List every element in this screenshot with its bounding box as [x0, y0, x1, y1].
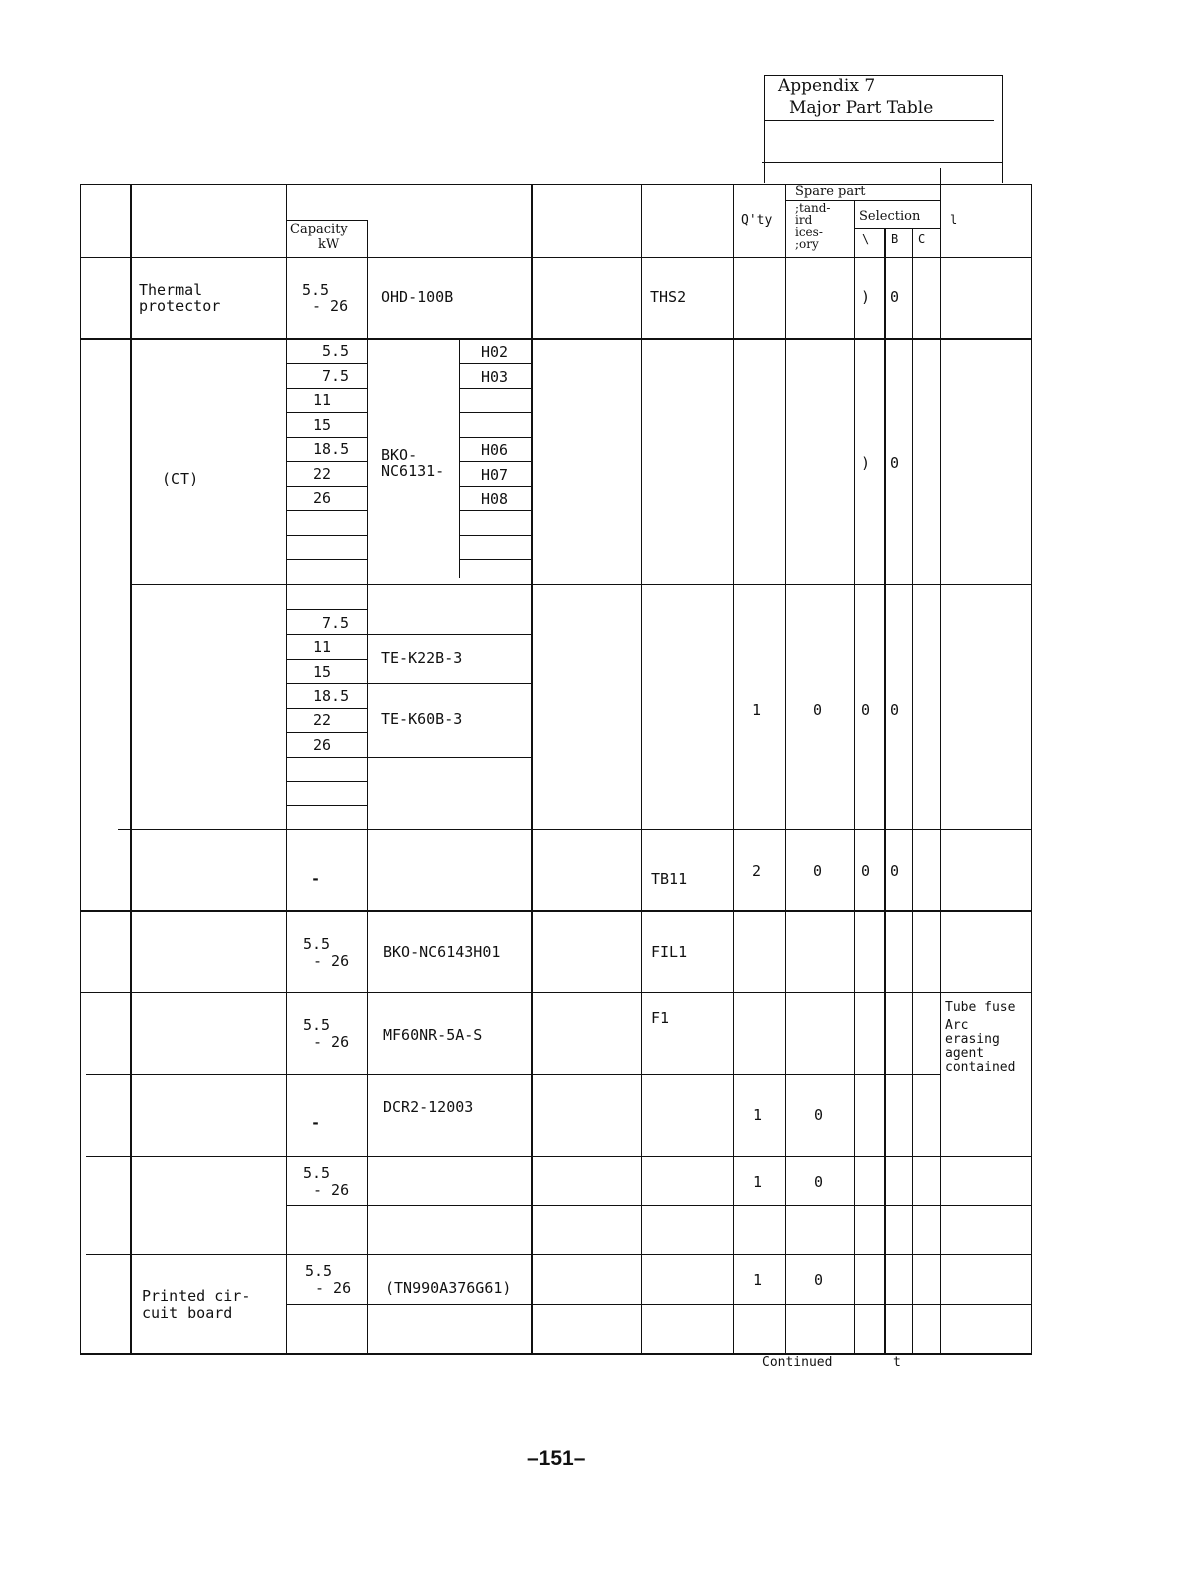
- ct-cap-line: [286, 535, 367, 536]
- ct-capacity: 26: [313, 489, 332, 507]
- qty-header: Q'ty: [741, 213, 773, 228]
- pcb-capacity-1: 5.5: [305, 1262, 333, 1280]
- te-cap-line: [286, 805, 367, 806]
- unk-capacity-1: 5.5: [303, 1164, 331, 1182]
- row-divider: [130, 584, 1032, 585]
- thermal-symbol: THS2: [650, 288, 687, 306]
- te-cap-line: [286, 781, 367, 782]
- te-capacity: 11: [313, 638, 332, 656]
- thermal-sel-a: ): [861, 288, 871, 306]
- te-cap-line: [286, 757, 367, 758]
- dcr-model: DCR2-12003: [383, 1098, 474, 1116]
- fuse-symbol: F1: [651, 1009, 670, 1027]
- te-capacity: 26: [313, 736, 332, 754]
- ct-suffix: H03: [481, 368, 509, 386]
- col-line-qty: [733, 184, 734, 1354]
- dcr-capacity: -: [311, 1114, 321, 1132]
- te-cap-line: [286, 732, 367, 733]
- fuse-remark: contained: [945, 1060, 1016, 1074]
- appendix-subtitle: Major Part Table: [789, 98, 934, 118]
- ct-capacity: 15: [313, 416, 332, 434]
- fuse-model: MF60NR-5A-S: [383, 1026, 483, 1044]
- ct-name: (CT): [162, 470, 199, 488]
- ct-cap-line: [286, 510, 367, 511]
- col-line-sel-b: [884, 228, 886, 1354]
- ct-cap-line: [286, 559, 367, 560]
- std-acc-4: ;ory: [795, 237, 819, 251]
- std-acc-2: ird: [795, 213, 813, 227]
- ct-suffix-line: [459, 535, 531, 536]
- ct-capacity: 5.5: [322, 342, 350, 360]
- te-cap-line: [286, 659, 367, 660]
- std-acc-1: ;tand-: [795, 201, 831, 215]
- fil-model: BKO-NC6143H01: [383, 943, 501, 961]
- ct-sel-a: ): [861, 454, 871, 472]
- selection-line: [854, 228, 940, 229]
- sub-row-divider: [286, 1304, 1032, 1305]
- tb-capacity: -: [311, 870, 321, 888]
- tb-std: 0: [813, 862, 823, 880]
- te-sel-a: 0: [861, 701, 871, 719]
- te-capacity: 15: [313, 663, 332, 681]
- thermal-name-2: protector: [139, 297, 221, 315]
- te-capacity: 22: [313, 711, 332, 729]
- te-qty: 1: [752, 701, 762, 719]
- spare-part-header: Spare part: [795, 184, 866, 199]
- ct-sel-b: 0: [890, 454, 900, 472]
- te-model-line: [367, 757, 531, 758]
- ct-capacity: 7.5: [322, 367, 350, 385]
- ct-suffix-line: [459, 388, 531, 389]
- col-line-sel-a: [854, 200, 855, 1354]
- pcb-model: (TN990A376G61): [385, 1279, 512, 1297]
- tb-sel-a: 0: [861, 862, 871, 880]
- te-capacity: 7.5: [322, 614, 350, 632]
- table-bottom-border: [80, 1353, 1032, 1355]
- thermal-capacity-1: 5.5: [302, 281, 330, 299]
- te-cap-line: [286, 634, 367, 635]
- appendix-title: Appendix 7: [778, 76, 876, 96]
- row-divider: [86, 1156, 1032, 1157]
- row-divider: [86, 1254, 1032, 1255]
- table-right-border: [1031, 184, 1032, 1354]
- unk-qty: 1: [753, 1173, 763, 1191]
- page-number: –151–: [527, 1447, 586, 1470]
- fil-capacity-1: 5.5: [303, 935, 331, 953]
- row-divider: [80, 910, 1032, 912]
- te-cap-line: [286, 683, 367, 684]
- appendix-rule: [764, 120, 994, 121]
- continued-frag: t: [893, 1355, 901, 1370]
- row-divider: [86, 1074, 941, 1075]
- tb-qty: 2: [752, 862, 762, 880]
- ct-suffix: H06: [481, 441, 509, 459]
- col-line-remarks: [940, 168, 941, 1354]
- appendix-rule-2: [762, 162, 1002, 163]
- te-model-2: TE-K60B-3: [381, 710, 463, 728]
- capacity-unit: kW: [318, 237, 340, 252]
- tb-sel-b: 0: [890, 862, 900, 880]
- capacity-header-top: [286, 220, 367, 221]
- fuse-remark: Arc: [945, 1018, 969, 1033]
- table-left-border: [80, 184, 81, 1354]
- sel-col-a: \: [862, 232, 870, 246]
- thermal-sel-b: 0: [890, 288, 900, 306]
- ct-suffix-line: [459, 559, 531, 560]
- ct-suffix-line: [459, 461, 531, 462]
- ct-suffix-line: [459, 437, 531, 438]
- ct-cap-line: [286, 486, 367, 487]
- row-divider: [80, 338, 1032, 340]
- continued-note: Continued: [762, 1356, 833, 1369]
- col-line-model: [367, 220, 368, 1354]
- ct-capacity: 11: [313, 391, 332, 409]
- fuse-capacity-2: - 26: [313, 1033, 350, 1051]
- dcr-std: 0: [814, 1106, 824, 1124]
- ct-suffix-line: [459, 510, 531, 511]
- header-bottom: [80, 257, 1032, 258]
- thermal-model: OHD-100B: [381, 288, 454, 306]
- fuse-remark: Tube fuse: [945, 1000, 1016, 1015]
- table-top-border: [80, 184, 1032, 185]
- col-line-name: [130, 184, 132, 1354]
- thermal-name-1: Thermal: [139, 281, 203, 299]
- ct-cap-line: [286, 388, 367, 389]
- col-line-sel-c: [912, 228, 913, 1354]
- sel-col-b: B: [891, 232, 899, 246]
- te-cap-line: [286, 708, 367, 709]
- te-sel-b: 0: [890, 701, 900, 719]
- ct-model-1: BKO-: [381, 446, 418, 464]
- pcb-name-2: cuit board: [142, 1304, 233, 1322]
- te-model-line: [367, 683, 531, 684]
- thermal-capacity-2: - 26: [312, 297, 349, 315]
- te-cap-line: [286, 609, 367, 610]
- tb-symbol: TB11: [651, 870, 688, 888]
- ct-suffix-line: [459, 412, 531, 413]
- ct-cap-line: [286, 412, 367, 413]
- col-line-model-right: [531, 184, 533, 1354]
- col-line-symbol: [641, 184, 642, 1354]
- unk-std: 0: [814, 1173, 824, 1191]
- fil-symbol: FIL1: [651, 943, 688, 961]
- fil-capacity-2: - 26: [313, 952, 350, 970]
- pcb-std: 0: [814, 1271, 824, 1289]
- ct-suffix: H07: [481, 466, 509, 484]
- te-model-1: TE-K22B-3: [381, 649, 463, 667]
- ct-cap-line: [286, 363, 367, 364]
- ct-cap-line: [286, 437, 367, 438]
- ct-suffix-line: [459, 363, 531, 364]
- fuse-remark: erasing: [945, 1032, 1000, 1047]
- ct-suffix-col-line: [459, 338, 460, 578]
- fuse-remarks: [945, 1000, 1025, 1074]
- te-model-line: [367, 634, 531, 635]
- fuse-capacity-1: 5.5: [303, 1016, 331, 1034]
- row-divider: [80, 992, 1032, 993]
- pcb-name-1: Printed cir-: [142, 1287, 251, 1305]
- ct-model-2: NC6131-: [381, 462, 445, 480]
- selection-header: Selection: [859, 209, 921, 224]
- fuse-remark: agent: [945, 1046, 985, 1061]
- ct-suffix-line: [459, 486, 531, 487]
- ct-suffix: H08: [481, 490, 509, 508]
- capacity-header: Capacity: [290, 222, 348, 237]
- col-line-std: [785, 184, 786, 1354]
- sel-col-c: C: [918, 232, 926, 246]
- ct-capacity: 18.5: [313, 440, 350, 458]
- ct-suffix: H02: [481, 343, 509, 361]
- sub-row-divider: [286, 1205, 1032, 1206]
- te-std: 0: [813, 701, 823, 719]
- std-acc-3: ices-: [795, 225, 823, 239]
- col-line-capacity: [286, 184, 287, 1354]
- row-divider: [118, 829, 1032, 830]
- pcb-capacity-2: - 26: [315, 1279, 352, 1297]
- dcr-qty: 1: [753, 1106, 763, 1124]
- pcb-qty: 1: [753, 1271, 763, 1289]
- te-capacity: 18.5: [313, 687, 350, 705]
- ct-capacity: 22: [313, 465, 332, 483]
- remarks-header-frag: l: [950, 213, 958, 227]
- unk-capacity-2: - 26: [313, 1181, 350, 1199]
- ct-cap-line: [286, 461, 367, 462]
